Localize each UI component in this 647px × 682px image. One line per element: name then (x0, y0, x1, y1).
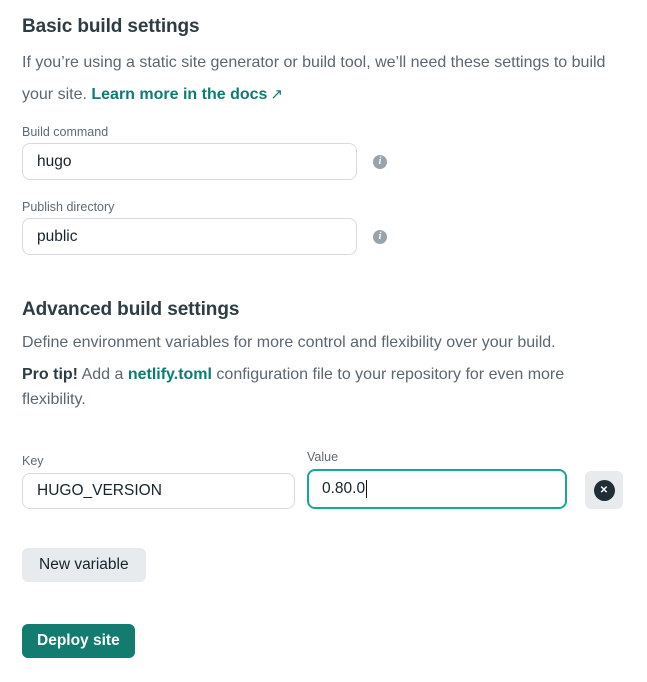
advanced-settings-title: Advanced build settings (22, 299, 240, 320)
remove-icon: ✕ (594, 480, 615, 501)
deploy-site-button[interactable]: Deploy site (22, 624, 135, 658)
pro-tip-text (22, 362, 625, 412)
basic-description-text: If you’re using a static site generator or build tool, we’ll need these settings to build your site. (22, 54, 606, 103)
build-command-label: Build command (22, 125, 109, 139)
publish-directory-row (22, 215, 625, 255)
build-command-row (22, 140, 625, 180)
publish-directory-label: Publish directory (22, 200, 115, 214)
value-label: Value (307, 450, 339, 464)
pro-tip-after-link: configuration file to your repository for even more flexibility. (22, 366, 565, 408)
build-settings-page (0, 14, 647, 658)
remove-variable-button[interactable] (585, 471, 623, 509)
publish-directory-info-icon[interactable]: i (373, 230, 387, 244)
external-link-arrow-icon: ↗ (270, 86, 283, 103)
build-command-input[interactable] (22, 143, 357, 180)
build-command-info-icon[interactable]: i (373, 155, 387, 169)
value-input[interactable] (307, 469, 567, 509)
publish-directory-input[interactable] (22, 218, 357, 255)
text-caret (366, 480, 367, 498)
key-column (22, 454, 295, 509)
pro-tip-before-link: Add a (78, 366, 128, 383)
environment-variable-row (22, 450, 625, 509)
value-input-text: 0.80.0 (322, 480, 366, 497)
learn-more-link[interactable]: Learn more in the docs (91, 86, 268, 103)
basic-settings-description (22, 47, 625, 111)
key-input[interactable] (22, 473, 295, 509)
pro-tip-label: Pro tip! (22, 366, 78, 383)
key-label: Key (22, 454, 44, 468)
new-variable-button[interactable]: New variable (22, 548, 146, 582)
netlify-toml-link[interactable]: netlify.toml (127, 366, 212, 383)
advanced-settings-description: Define environment variables for more control and flexibility over your build. (22, 334, 556, 351)
basic-settings-title: Basic build settings (22, 16, 200, 37)
value-column (307, 450, 567, 509)
